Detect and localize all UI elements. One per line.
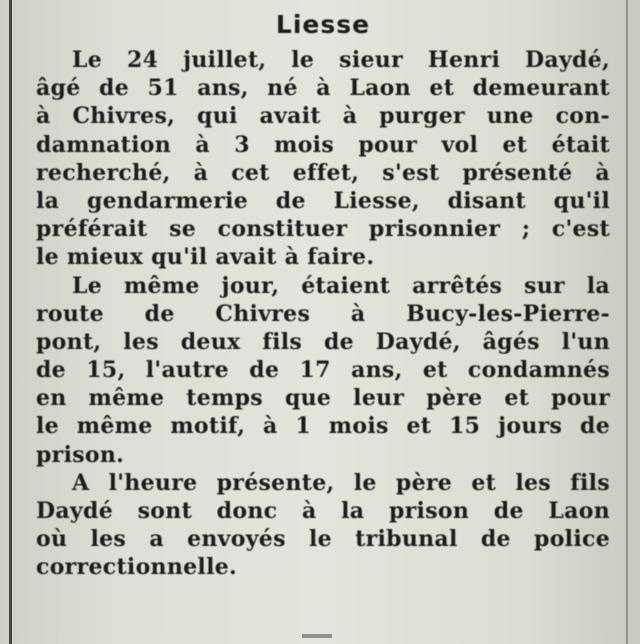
text-line: âgé de 51 ans, né à Laon et demeurant xyxy=(36,75,610,102)
article xyxy=(36,8,610,582)
text-line: damnation à 3 mois pour vol et était xyxy=(36,131,610,158)
paragraph-1 xyxy=(36,46,610,272)
text-line: Le 24 juillet, le sieur Henri Daydé, xyxy=(72,47,610,73)
text-line: de 15, l'autre de 17 ans, et condamnés xyxy=(36,357,610,384)
left-column-rule xyxy=(9,0,12,644)
text-line: prison. xyxy=(36,441,125,468)
text-line: préférait se constituer prisonnier ; c'est xyxy=(36,216,610,243)
paragraph-2 xyxy=(36,272,610,469)
text-line: correctionnelle. xyxy=(36,554,237,581)
text-line: en même temps que leur père et pour xyxy=(36,385,610,412)
text-line: la gendarmerie de Liesse, disant qu'il xyxy=(36,187,610,214)
text-line: A l'heure présente, le père et les fils xyxy=(72,469,610,496)
paragraph-3 xyxy=(36,469,610,582)
right-column-rule xyxy=(626,0,628,644)
section-divider xyxy=(302,634,332,638)
text-line: le mieux qu'il avait à faire. xyxy=(36,244,375,271)
article-headline: Liesse xyxy=(275,10,371,39)
text-line: Le même jour, étaient arrêtés sur la xyxy=(72,272,610,299)
text-line: route de Chivres à Bucy-les-Pierre- xyxy=(36,300,610,327)
text-line: à Chivres, qui avait à purger une con- xyxy=(36,103,610,130)
text-line: le même motif, à 1 mois et 15 jours de xyxy=(36,413,610,440)
text-line: où les a envoyés le tribunal de police xyxy=(36,526,610,553)
text-line: pont, les deux fils de Daydé, âgés l'un xyxy=(36,328,610,355)
text-line: Daydé sont donc à la prison de Laon xyxy=(36,498,610,524)
text-line: recherché, à cet effet, s'est présenté à xyxy=(36,159,610,186)
